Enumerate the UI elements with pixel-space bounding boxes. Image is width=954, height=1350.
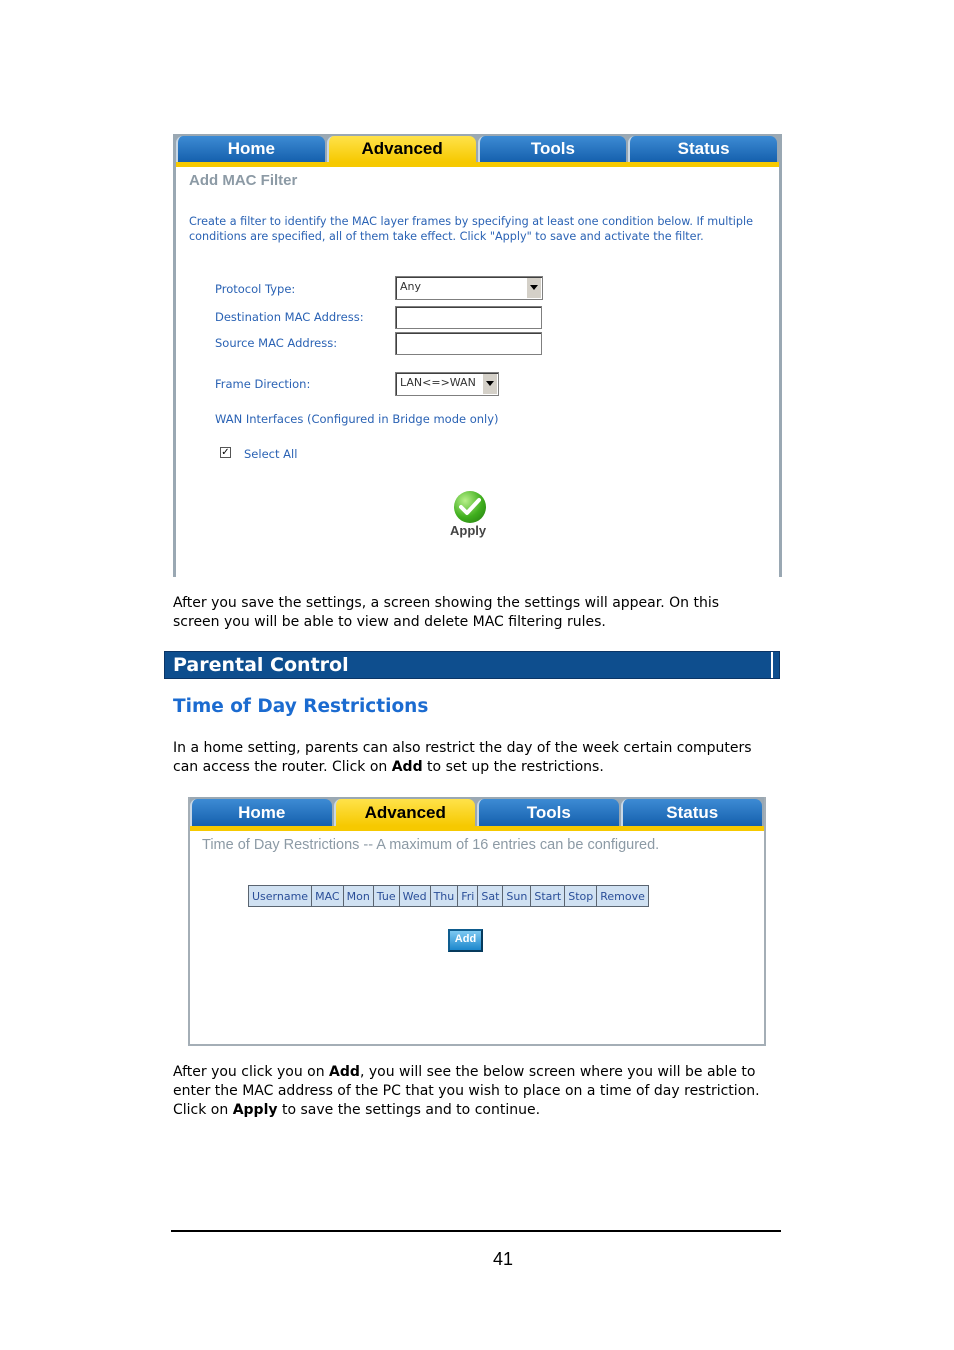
- tab-underline: [176, 162, 779, 167]
- column-header: Remove: [597, 886, 649, 907]
- section-title: Parental Control: [173, 654, 349, 676]
- nav-tabs: [176, 134, 779, 162]
- paragraph-2-line-1: In a home setting, parents can also restrict the day of the week certain computers: [173, 740, 752, 756]
- time-of-day-screenshot: [188, 797, 766, 1046]
- frame-direction-value: LAN<=>WAN: [400, 376, 476, 389]
- paragraph-1-line-2: screen you will be able to view and delete MAC filtering rules.: [173, 614, 606, 630]
- section-bar-divider: [771, 652, 773, 678]
- apply-label[interactable]: Apply: [450, 523, 487, 538]
- tab-tools[interactable]: Tools: [477, 799, 619, 826]
- tab-home[interactable]: Home: [176, 136, 325, 162]
- column-header: Wed: [399, 886, 430, 907]
- page-title: Time of Day Restrictions -- A maximum of 16 entries can be configured.: [202, 837, 660, 853]
- tab-home[interactable]: Home: [190, 799, 332, 826]
- column-header: MAC: [312, 886, 344, 907]
- paragraph-2-text: can access the router. Click on: [173, 759, 392, 775]
- select-all-label: Select All: [244, 447, 298, 461]
- paragraph-3-text-end: , you will see the below screen where you will be able to: [359, 1064, 756, 1080]
- protocol-type-select[interactable]: [395, 276, 543, 300]
- apply-button[interactable]: [454, 491, 486, 523]
- source-mac-label: Source MAC Address:: [215, 336, 338, 350]
- page-description: Create a filter to identify the MAC layer frames by specifying at least one condition below. If multiple conditions are specified, all of them take effect. Click "Apply" to save and activate the filter.: [189, 215, 753, 243]
- destination-mac-input[interactable]: [395, 306, 542, 329]
- wan-interfaces-label: WAN Interfaces (Configured in Bridge mode only): [215, 412, 499, 426]
- paragraph-2: [173, 739, 752, 777]
- column-header: Thu: [430, 886, 458, 907]
- column-header: Fri: [458, 886, 478, 907]
- select-all-checkbox[interactable]: ✓: [221, 447, 230, 458]
- paragraph-3-bold: Add: [329, 1064, 360, 1080]
- mac-filter-screenshot: [173, 134, 782, 577]
- column-header: Start: [531, 886, 565, 907]
- paragraph-3-text: Click on: [173, 1102, 233, 1118]
- protocol-type-value: Any: [400, 280, 422, 293]
- column-header: Tue: [373, 886, 399, 907]
- tab-advanced[interactable]: Advanced: [334, 799, 476, 826]
- destination-mac-label: Destination MAC Address:: [215, 310, 364, 324]
- paragraph-1-line-1: After you save the settings, a screen showing the settings will appear. On this: [173, 595, 719, 611]
- column-header: Sun: [503, 886, 531, 907]
- tab-advanced[interactable]: Advanced: [327, 136, 476, 162]
- section-header: [164, 651, 780, 679]
- footer-divider: [171, 1230, 781, 1232]
- paragraph-2-bold: Add: [391, 759, 423, 775]
- column-header: Sat: [478, 886, 503, 907]
- nav-tabs: [190, 797, 764, 826]
- tab-status[interactable]: Status: [621, 799, 763, 826]
- tab-tools[interactable]: Tools: [478, 136, 627, 162]
- checkmark-icon: [459, 497, 481, 517]
- column-header: Username: [249, 886, 312, 907]
- paragraph-3-line-3: [173, 1101, 760, 1120]
- source-mac-input[interactable]: [395, 332, 542, 355]
- paragraph-3-text: After you click you on: [173, 1064, 330, 1080]
- paragraph-2-line-2: [173, 758, 752, 777]
- protocol-type-label: Protocol Type:: [215, 282, 296, 296]
- page-number: 41: [493, 1249, 514, 1269]
- paragraph-2-text-end: to set up the restrictions.: [422, 759, 604, 775]
- paragraph-3-bold: Apply: [232, 1102, 278, 1118]
- dropdown-arrow-icon[interactable]: [482, 374, 497, 394]
- tab-underline: [190, 826, 764, 831]
- column-header: Mon: [343, 886, 373, 907]
- column-header: Stop: [565, 886, 597, 907]
- table-header-row: [249, 886, 649, 907]
- paragraph-3: [173, 1063, 760, 1120]
- subheading: Time of Day Restrictions: [173, 696, 429, 717]
- frame-direction-select[interactable]: [395, 372, 499, 396]
- paragraph-3-line-2: enter the MAC address of the PC that you wish to place on a time of day restriction.: [173, 1083, 760, 1099]
- dropdown-arrow-icon[interactable]: [526, 278, 541, 298]
- paragraph-3-line-1: [173, 1063, 760, 1082]
- paragraph-3-text-end: to save the settings and to continue.: [277, 1102, 541, 1118]
- frame-direction-label: Frame Direction:: [215, 377, 311, 391]
- add-button[interactable]: Add: [448, 929, 483, 952]
- page-title: Add MAC Filter: [189, 172, 298, 189]
- restrictions-table: [248, 885, 649, 907]
- paragraph-1: [173, 594, 719, 632]
- tab-status[interactable]: Status: [628, 136, 777, 162]
